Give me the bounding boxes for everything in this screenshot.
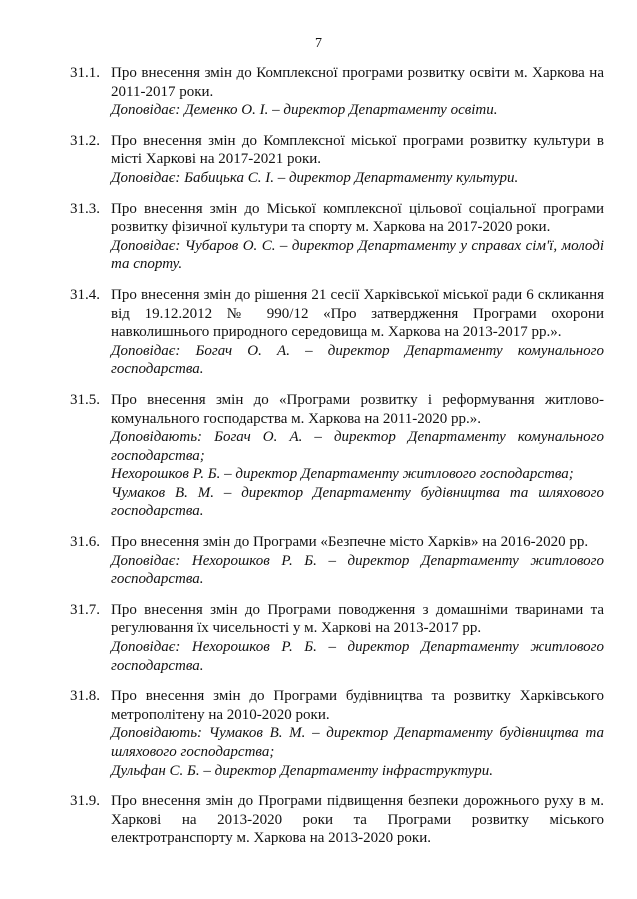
item-speaker: Доповідає: Бабицька С. І. – директор Департаменту культури. — [111, 169, 519, 186]
item-number: 31.9. — [70, 793, 100, 810]
agenda-items — [0, 64, 637, 860]
agenda-item — [0, 132, 637, 188]
item-speaker: Доповідає: Чубаров О. С. – директор Департаменту у справах сім'ї, молоді та спорту. — [111, 237, 604, 273]
item-number: 31.7. — [70, 601, 100, 618]
item-speaker: Доповідає: Богач О. А. – директор Департаменту комунального господарства. — [111, 342, 604, 378]
item-number: 31.3. — [70, 200, 100, 217]
page-number: 7 — [315, 36, 322, 51]
item-number: 31.5. — [70, 391, 100, 408]
item-title: Про внесення змін до рішення 21 сесії Харківської міської ради 6 скликання від 19.12.2012 № 990/12 «Про затвердження Програми охорони навколишнього природного середовища м. Харкова на 2013-2017 рр.». — [111, 286, 604, 341]
item-number: 31.4. — [70, 286, 100, 303]
item-title: Про внесення змін до Програми будівництва та розвитку Харківського метрополітену на 2010-2020 роки. — [111, 688, 604, 723]
item-speaker: Доповідають: Чумаков В. М. – директор Департаменту будівництва та шляхового господарства; — [111, 725, 604, 760]
item-speaker: Доповідають: Богач О. А. – директор Департаменту комунального господарства; — [111, 429, 604, 464]
item-speaker: Чумаков В. М. – директор Департаменту будівництва та шляхового господарства. — [111, 484, 604, 520]
item-number: 31.8. — [70, 688, 100, 705]
item-title: Про внесення змін до Комплексної міської програми розвитку культури в місті Харкові на 2017-2021 роки. — [111, 132, 604, 168]
item-speaker: Доповідає: Деменко О. І. – директор Департаменту освіти. — [111, 102, 498, 119]
item-number: 31.6. — [70, 534, 100, 551]
item-title: Про внесення змін до Комплексної програми розвитку освіти м. Харкова на 2011-2017 роки. — [111, 65, 604, 100]
item-number: 31.2. — [70, 132, 100, 149]
item-speaker: Доповідає: Нехорошков Р. Б. – директор Департаменту житлового господарства. — [111, 639, 604, 674]
item-speaker: Нехорошков Р. Б. – директор Департаменту житлового господарства; — [111, 466, 574, 483]
agenda-item — [0, 792, 637, 848]
item-title: Про внесення змін до Міської комплексної цільової соціальної програми розвитку фізичної культури та спорту м. Харкова на 2017-2020 роки. — [111, 200, 604, 236]
item-title: Про внесення змін до Програми підвищення безпеки дорожнього руху в м. Харкові на 2013-2020 роки та Програми розвитку міського електротранспорту м. Харкова на 2013-2020 роки. — [111, 793, 604, 847]
agenda-item — [0, 687, 637, 780]
item-speaker: Дульфан С. Б. – директор Департаменту інфраструктури. — [111, 762, 494, 779]
agenda-item — [0, 200, 637, 274]
agenda-item — [0, 286, 637, 379]
item-speaker: Доповідає: Нехорошков Р. Б. – директор Департаменту житлового господарства. — [111, 552, 604, 588]
agenda-item — [0, 391, 637, 521]
item-number: 31.1. — [70, 65, 100, 81]
agenda-item — [0, 64, 637, 120]
item-title: Про внесення змін до «Програми розвитку і реформування житлово-комунального господарства м. Харкова на 2011-2020 рр.». — [111, 391, 604, 427]
item-title: Про внесення змін до Програми «Безпечне місто Харків» на 2016-2020 рр. — [111, 534, 589, 551]
item-title: Про внесення змін до Програми поводження з домашніми тваринами та регулювання їх чисельності у м. Харкові на 2013-2017 рр. — [111, 601, 604, 637]
agenda-item — [0, 601, 637, 675]
agenda-item — [0, 533, 637, 589]
